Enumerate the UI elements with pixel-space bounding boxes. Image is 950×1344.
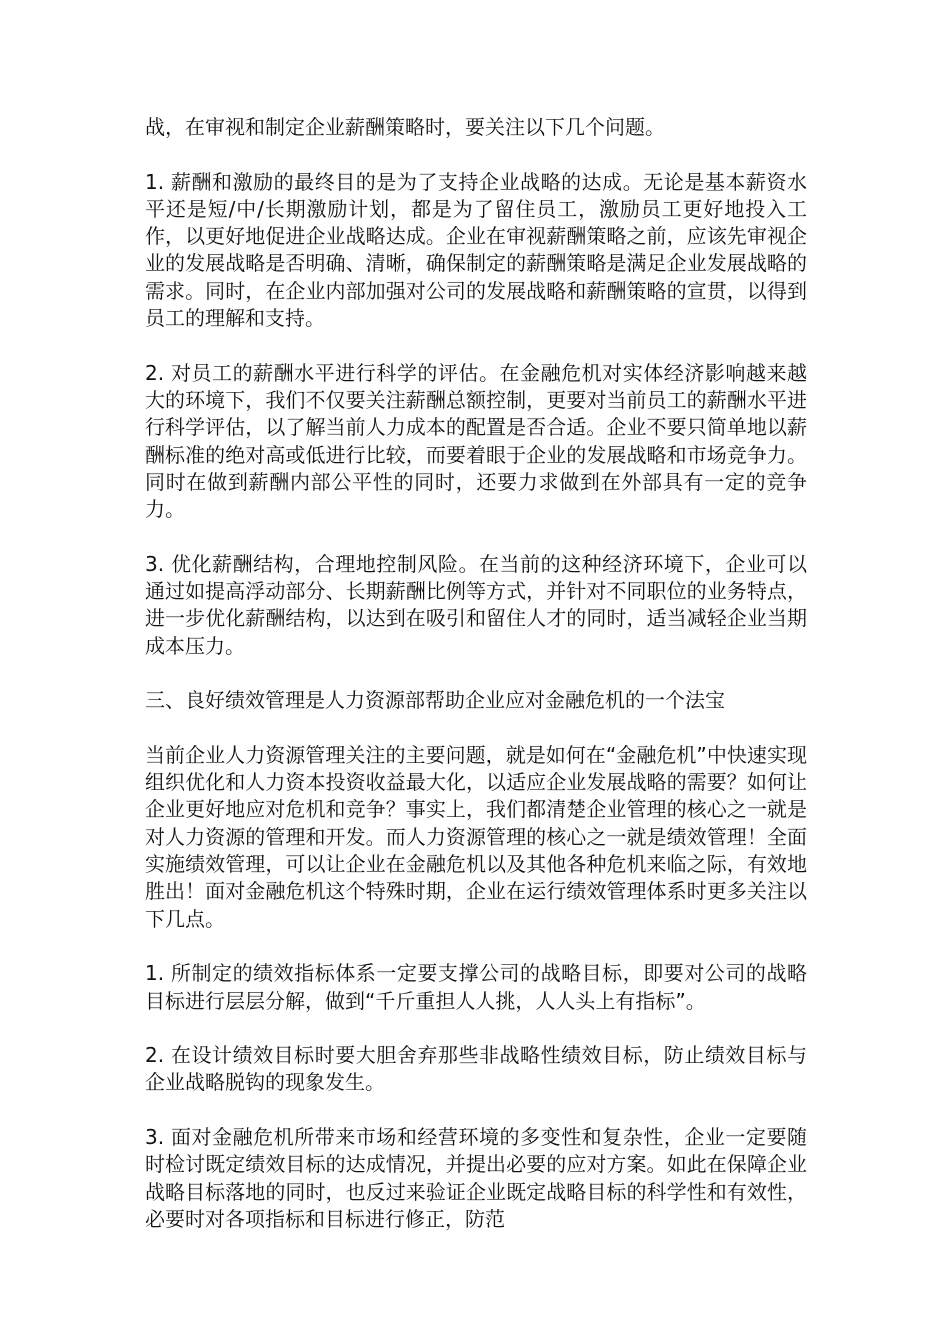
paragraph-performance-point-2: 2. 在设计绩效目标时要大胆舍弃那些非战略性绩效目标，防止绩效目标与企业战略脱钩的现象发生。	[145, 1043, 807, 1095]
document-body	[145, 114, 807, 1260]
paragraph-salary-point-3: 3. 优化薪酬结构，合理地控制风险。在当前的这种经济环境下，企业可以通过如提高浮动部分、长期薪酬比例等方式，并针对不同职位的业务特点，进一步优化薪酬结构，以达到在吸引和留住人才的同时，适当减轻企业当期成本压力。	[145, 551, 807, 658]
paragraph-performance-intro: 当前企业人力资源管理关注的主要问题，就是如何在“金融危机”中快速实现组织优化和人力资本投资收益最大化，以适应企业发展战略的需要？如何让企业更好地应对危机和竞争？事实上，我们都清楚企业管理的核心之一就是对人力资源的管理和开发。而人力资源管理的核心之一就是绩效管理！全面实施绩效管理，可以让企业在金融危机以及其他各种危机来临之际，有效地胜出！面对金融危机这个特殊时期，企业在运行绩效管理体系时更多关注以下几点。	[145, 742, 807, 931]
section-heading-performance: 三、良好绩效管理是人力资源部帮助企业应对金融危机的一个法宝	[145, 688, 725, 713]
paragraph-salary-point-1: 1. 薪酬和激励的最终目的是为了支持企业战略的达成。无论是基本薪资水平还是短/中/长期激励计划，都是为了留住员工，激励员工更好地投入工作，以更好地促进企业战略达成。企业在审视薪酬策略之前，应该先审视企业的发展战略是否明确、清晰，确保制定的薪酬策略是满足企业发展战略的需求。同时，在企业内部加强对公司的发展战略和薪酬策略的宣贯，以得到员工的理解和支持。	[145, 169, 807, 331]
paragraph-performance-point-3: 3. 面对金融危机所带来市场和经营环境的多变性和复杂性，企业一定要随时检讨既定绩效目标的达成情况，并提出必要的应对方案。如此在保障企业战略目标落地的同时，也反过来验证企业既定战略目标的科学性和有效性，必要时对各项指标和目标进行修正，防范	[145, 1124, 807, 1231]
paragraph-salary-point-2: 2. 对员工的薪酬水平进行科学的评估。在金融危机对实体经济影响越来越大的环境下，我们不仅要关注薪酬总额控制，更要对当前员工的薪酬水平进行科学评估，以了解当前人力成本的配置是否合适。企业不要只简单地以薪酬标准的绝对高或低进行比较，而要着眼于企业的发展战略和市场竞争力。同时在做到薪酬内部公平性的同时，还要力求做到在外部具有一定的竞争力。	[145, 360, 807, 522]
paragraph-performance-point-1: 1. 所制定的绩效指标体系一定要支撑公司的战略目标，即要对公司的战略目标进行层层分解，做到“千斤重担人人挑，人人头上有指标”。	[145, 961, 807, 1013]
paragraph-intro-continuation: 战，在审视和制定企业薪酬策略时，要关注以下几个问题。	[145, 115, 665, 139]
